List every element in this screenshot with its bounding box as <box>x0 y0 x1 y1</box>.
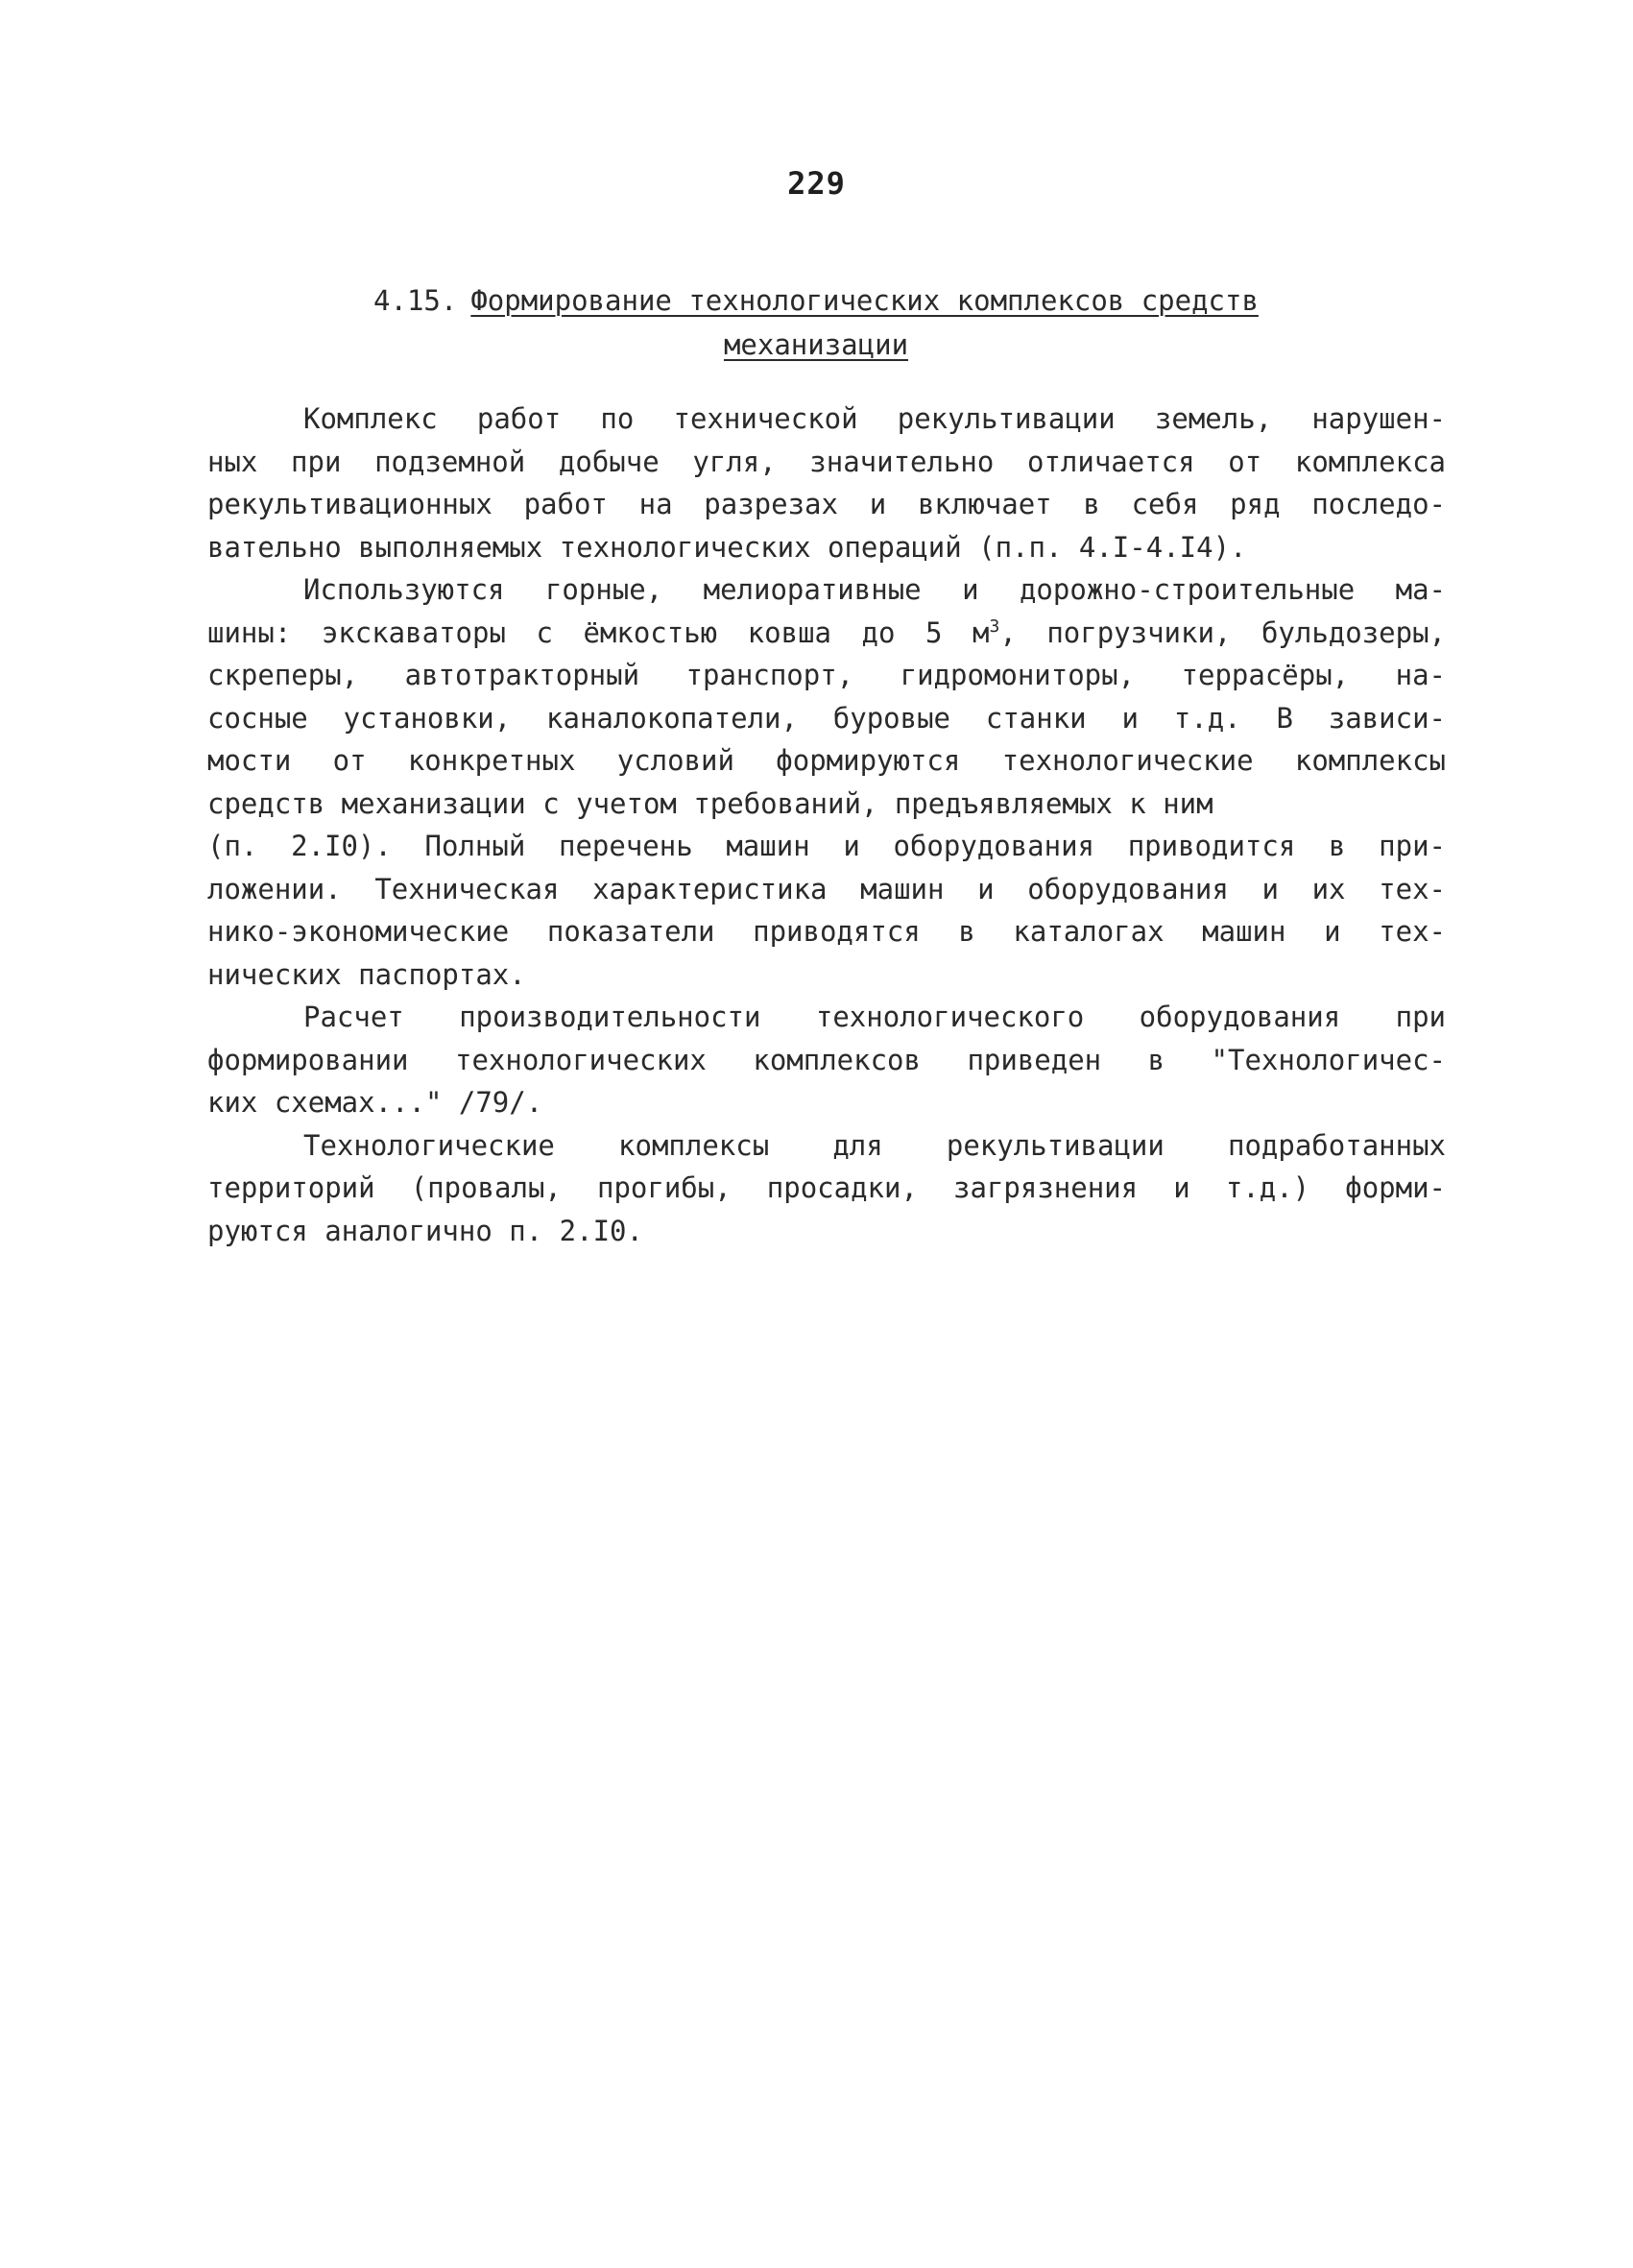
section-title-part-2: механизации <box>723 328 909 361</box>
paragraph-line: средств механизации с учетом требований, предъявляемых к ним <box>207 786 1213 820</box>
paragraph-line: нико-экономические показатели приводятся в каталогах машин и тех- <box>207 915 1446 948</box>
section-title-part-1: Формирование технологических комплексов средств <box>470 284 1259 317</box>
paragraph-line: Технологические комплексы для рекультивации подработанных <box>303 1128 1446 1162</box>
superscript-exponent: 3 <box>989 615 1000 637</box>
paragraph-line: рекультивационных работ на разрезах и включает в себя ряд последо- <box>207 488 1446 520</box>
paragraph-line: вательно выполняемых технологических операций (п.п. 4.I-4.I4). <box>207 530 1247 564</box>
paragraph-line-with-superscript <box>207 612 1446 655</box>
paragraph-line: скреперы, автотракторный транспорт, гидромониторы, террасёры, на- <box>207 659 1446 691</box>
body-text <box>207 398 1446 1252</box>
paragraph-line: ких схемах..." /79/. <box>207 1086 543 1119</box>
paragraph-2 <box>207 568 1446 996</box>
paragraph-line: (п. 2.I0). Полный перечень машин и оборудования приводится в при- <box>207 830 1446 862</box>
paragraph-line-part: шины: экскаваторы с ёмкостью ковша до 5 м <box>207 615 990 649</box>
paragraph-3 <box>207 996 1446 1124</box>
paragraph-line: Используются горные, мелиоративные и дорожно-строительные ма- <box>303 573 1446 606</box>
paragraph-line: нических паспортах. <box>207 957 526 991</box>
paragraph-line: мости от конкретных условий формируются технологические комплексы <box>207 744 1446 777</box>
paragraph-line: Расчет производительности технологического оборудования при <box>303 1001 1446 1033</box>
page-number: 229 <box>787 165 846 202</box>
paragraph-line: руются аналогично п. 2.I0. <box>207 1214 643 1247</box>
paragraph-line: сосные установки, каналокопатели, буровые станки и т.д. В зависи- <box>207 701 1446 735</box>
section-heading <box>288 278 1344 367</box>
section-heading-line-1 <box>288 278 1344 323</box>
paragraph-line: Комплекс работ по технической рекультивации земель, нарушен- <box>303 402 1446 435</box>
paragraph-line: формировании технологических комплексов приведен в "Технологичес- <box>207 1043 1446 1076</box>
section-number: 4.15. <box>373 284 458 317</box>
paragraph-line: ложении. Техническая характеристика машин и оборудования и их тех- <box>207 872 1446 905</box>
paragraph-4 <box>207 1124 1446 1253</box>
section-heading-line-2 <box>288 323 1344 367</box>
paragraph-line: ных при подземной добыче угля, значительно отличается от комплекса <box>207 445 1446 478</box>
paragraph-line: территорий (провалы, прогибы, просадки, загрязнения и т.д.) форми- <box>207 1171 1446 1204</box>
paragraph-1 <box>207 398 1446 568</box>
paragraph-line-part: , погрузчики, бульдозеры, <box>999 615 1446 649</box>
